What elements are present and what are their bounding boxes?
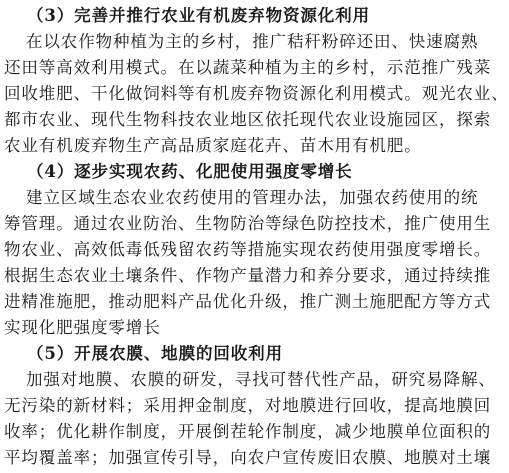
- paragraph-line: 物农业、高效低毒低残留农药等措施实现农药使用强度零增长。: [4, 240, 492, 259]
- paragraph-line: 实现化肥强度零增长: [4, 318, 161, 337]
- paragraph-line: 农业有机废弃物生产高品质家庭花卉、苗木用有机肥。: [4, 136, 422, 155]
- section-heading-5: （5）开展农膜、地膜的回收利用: [27, 344, 283, 363]
- paragraph-line: 根据生态农业土壤条件、作物产量潜力和养分要求，通过持续推: [4, 266, 492, 285]
- paragraph-line: 进精准施肥，推动肥料产品优化升级，推广测土施肥配方等方式: [4, 292, 492, 311]
- paragraph-line: 平均覆盖率；加强宣传引导，向农户宣传废旧农膜、地膜对土壤: [4, 448, 492, 467]
- section-heading-4: （4）逐步实现农药、化肥使用强度零增长: [27, 162, 353, 181]
- paragraph-line: 建立区域生态农业农药使用的管理办法，加强农药使用的统: [26, 188, 479, 207]
- paragraph-line: 筹管理。通过农业防治、生物防治等绿色防控技术，推广使用生: [4, 214, 492, 233]
- paragraph-line: 收率；优化耕作制度，开展倒茬轮作制度，减少地膜单位面积的: [4, 422, 492, 441]
- paragraph-line: 回收堆肥、干化做饲料等有机废弃物资源化利用模式。观光农业、: [4, 84, 509, 103]
- paragraph-line: 还田等高效利用模式。在以蔬菜种植为主的乡村，示范推广残菜: [4, 58, 492, 77]
- paragraph-line: 无污染的新材料；采用押金制度，对地膜进行回收，提高地膜回: [4, 396, 492, 415]
- paragraph-line: 在以农作物种植为主的乡村，推广秸秆粉碎还田、快速腐熟: [26, 32, 479, 51]
- section-heading-3: （3）完善并推行农业有机废弃物资源化利用: [27, 6, 370, 25]
- paragraph-line: 都市农业、现代生物科技农业地区依托现代农业设施园区，探索: [4, 110, 492, 129]
- paragraph-line: 加强对地膜、农膜的研发，寻找可替代性产品，研究易降解、: [26, 370, 496, 389]
